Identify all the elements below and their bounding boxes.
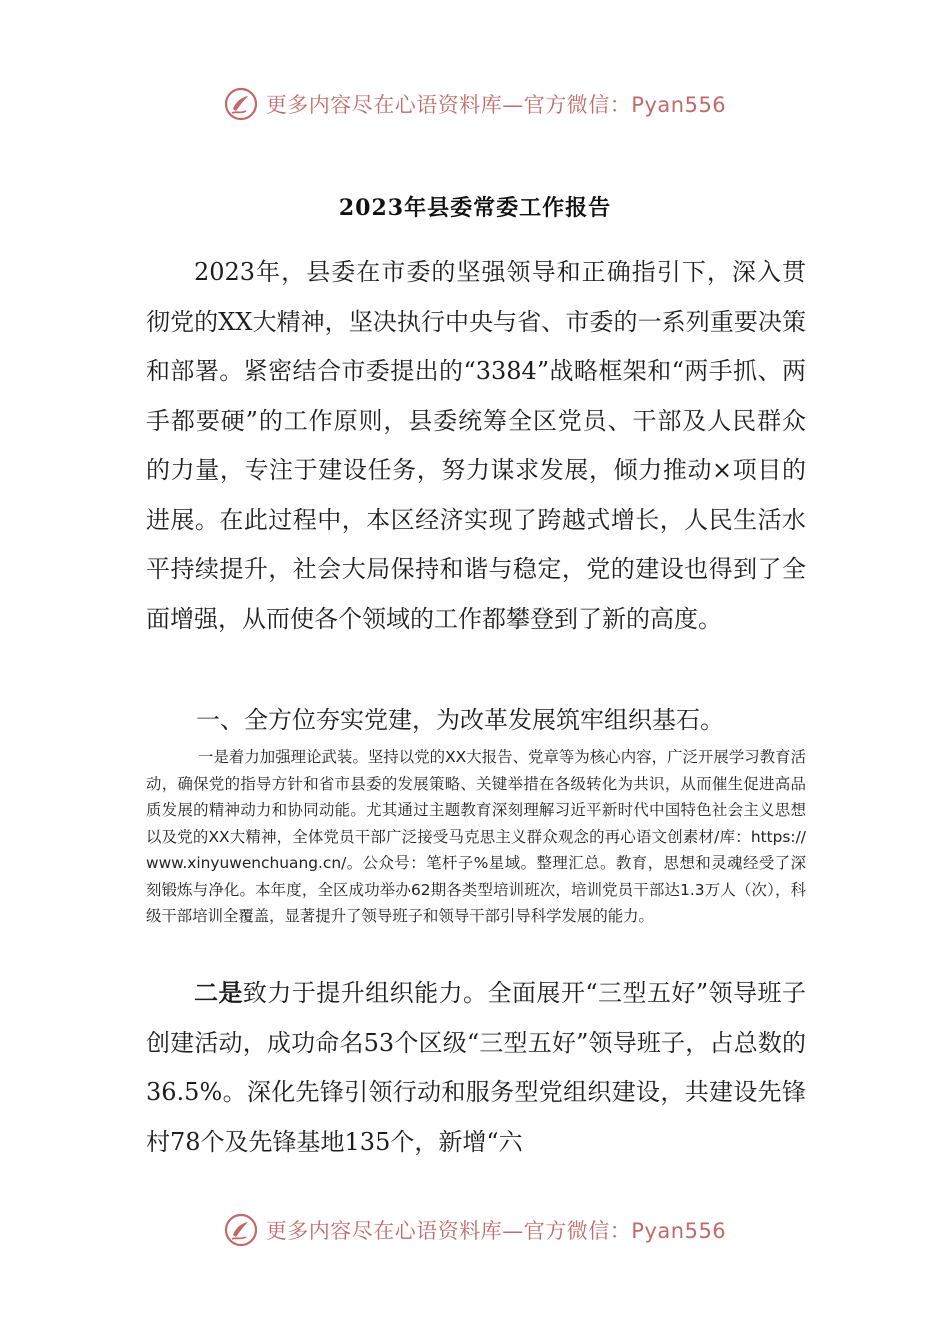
paragraph-lead: 二是 <box>194 978 243 1007</box>
section-heading: 一、全方位夯实党建，为改革发展筑牢组织基石。 <box>196 706 724 734</box>
footer-watermark <box>0 1208 950 1252</box>
pen-signature-logo-icon <box>224 1213 258 1247</box>
document-title: 2023年县委常委工作报告 <box>338 194 612 221</box>
paragraph-text: 致力于提升组织能力。全面展开“三型五好”领导班子创建活动，成功命名53个区级“三型五好”领导班子，占总数的36.5%。深化先锋引领行动和服务型党组织建设，共建设先锋村78个及先锋基地135个，新增“六 <box>146 979 806 1156</box>
header-watermark <box>0 82 950 126</box>
body-paragraph-organization <box>146 968 806 1167</box>
intro-paragraph: 2023年，县委在市委的坚强领导和正确指引下，深入贯彻党的XX大精神，坚决执行中央与省、市委的一系列重要决策和部署。紧密结合市委提出的“3384”战略框架和“两手抓、两手都要硬”的工作原则，县委统筹全区党员、干部及人民群众的力量，专注于建设任务，努力谋求发展，倾力推动×项目的进展。在此过程中，本区经济实现了跨越式增长，人民生活水平持续提升，社会大局保持和谐与稳定，党的建设也得到了全面增强，从而使各个领域的工作都攀登到了新的高度。 <box>146 258 806 633</box>
watermark-text: 更多内容尽在心语资料库—官方微信：Pyan556 <box>265 1219 727 1243</box>
watermark-text: 更多内容尽在心语资料库—官方微信：Pyan556 <box>265 93 727 117</box>
body-paragraph-theory: 一是着力加强理论武装。坚持以党的XX大报告、党章等为核心内容，广泛开展学习教育活动，确保党的指导方针和省市县委的发展策略、关键举措在各级转化为共识，从而催生促进高品质发展的精神动力和协同动能。尤其通过主题教育深刻理解习近平新时代中国特色社会主义思想以及党的XX大精神，全体党员干部广泛接受马克思主义群众观念的再心语文创素材/库：https://www.xinyuwenchuang.cn/。公众号：笔杆子%星域。整理汇总。教育，思想和灵魂经受了深刻锻炼与净化。本年度，全区成功举办62期各类型培训班次，培训党员干部达1.3万人（次），科级干部培训全覆盖，显著提升了领导班子和领导干部引导科学发展的能力。 <box>146 748 806 925</box>
pen-signature-logo-icon <box>224 87 258 121</box>
